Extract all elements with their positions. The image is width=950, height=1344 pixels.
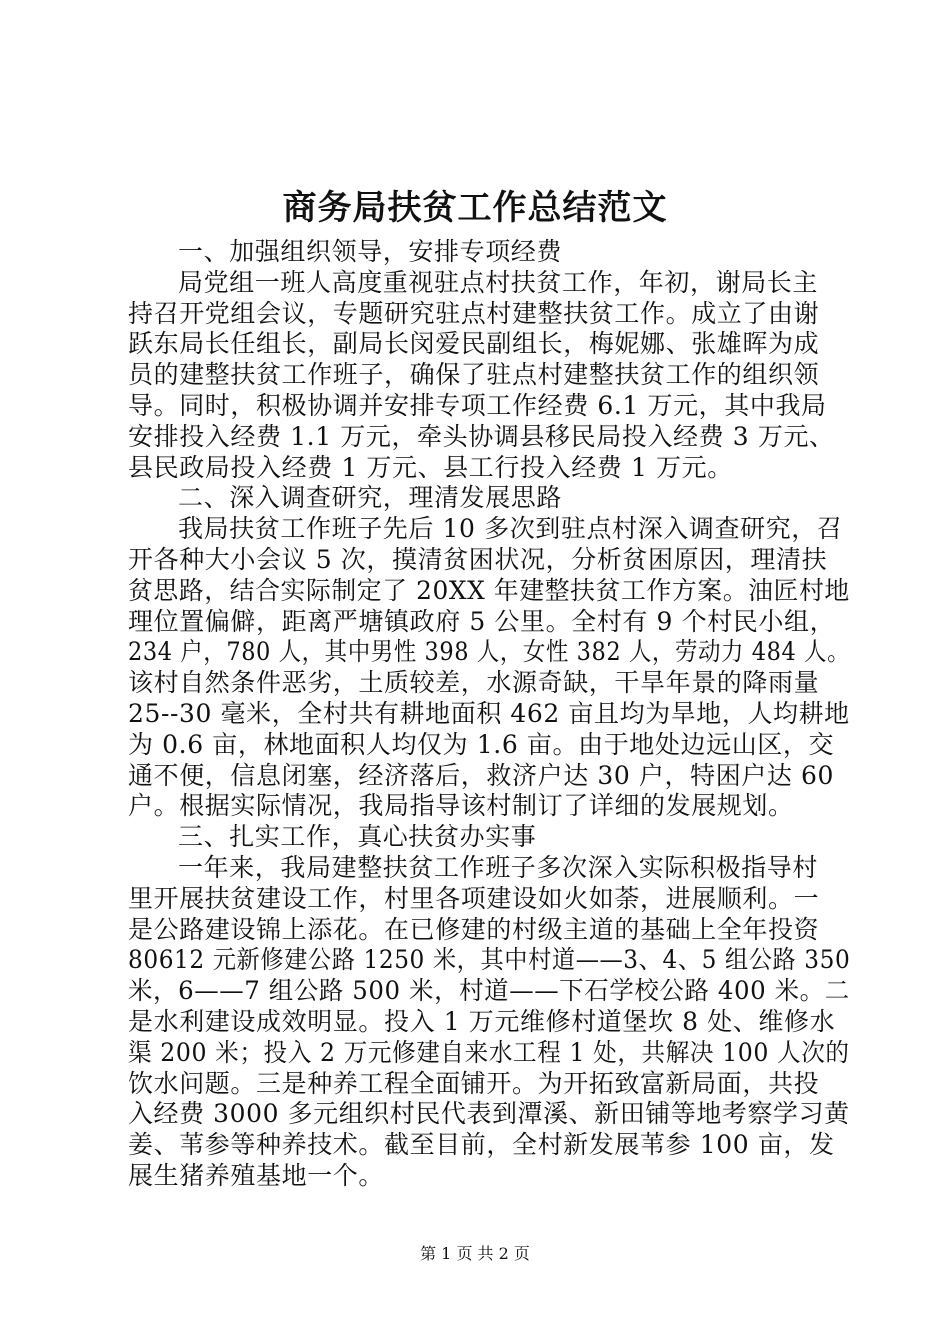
body-line: 25--30 毫米，全村共有耕地面积 462 亩且均为旱地，人均耕地 (128, 699, 850, 728)
body-line: 安排投入经费 1.1 万元，牵头协调县移民局投入经费 3 万元、 (128, 422, 835, 451)
body-line: 理位置偏僻，距离严塘镇政府 5 公里。全村有 9 个村民小组， (128, 607, 836, 636)
body-line: 是公路建设锦上添花。在已修建的村级主道的基础上全年投资 (128, 915, 820, 944)
section-heading-3: 三、扎实工作，真心扶贫办实事 (178, 822, 537, 851)
body-line: 里开展扶贫建设工作，村里各项建设如火如荼，进展顺利。一 (128, 884, 820, 913)
body-line: 我局扶贫工作班子先后 10 多次到驻点村深入调查研究，召 (178, 514, 843, 543)
body-line: 导。同时，积极协调并安排专项工作经费 6.1 万元，其中我局 (128, 391, 827, 420)
body-line: 贫思路，结合实际制定了 20XX 年建整扶贫工作方案。油匠村地 (128, 576, 850, 605)
body-line: 局党组一班人高度重视驻点村扶贫工作，年初，谢局长主 (178, 268, 819, 297)
body-line: 入经费 3000 多元组织村民代表到潭溪、新田铺等地考察学习黄 (128, 1099, 850, 1128)
body-line: 为 0.6 亩，林地面积人均仅为 1.6 亩。由于地处边远山区，交 (128, 730, 835, 759)
body-line: 姜、苇参等种养技术。截至目前，全村新发展苇参 100 亩，发 (128, 1130, 835, 1159)
body-line: 234 户，780 人，其中男性 398 人，女性 382 人，劳动力 484 人。 (128, 637, 851, 666)
body-line: 展生猪养殖基地一个。 (128, 1161, 385, 1190)
section-heading-1: 一、加强组织领导，安排专项经费 (178, 237, 563, 266)
body-line: 该村自然条件恶劣，土质较差，水源奇缺，干旱年景的降雨量 (128, 668, 820, 697)
body-line: 米，6——7 组公路 500 米，村道——下石学校公路 400 米。二 (128, 976, 850, 1005)
body-line: 员的建整扶贫工作班子，确保了驻点村建整扶贫工作的组织领 (128, 360, 820, 389)
body-line: 渠 200 米；投入 2 万元修建自来水工程 1 处，共解决 100 人次的 (128, 1038, 850, 1067)
body-line: 持召开党组会议，专题研究驻点村建整扶贫工作。成立了由谢 (128, 299, 820, 328)
body-line: 跃东局长任组长，副局长闵爱民副组长，梅妮娜、张雄晖为成 (128, 329, 820, 358)
body-line: 通不便，信息闭塞，经济落后，救济户达 30 户，特困户达 60 (128, 761, 835, 790)
body-line: 县民政局投入经费 1 万元、县工行投入经费 1 万元。 (128, 453, 733, 482)
page-number-footer: 第 1 页 共 2 页 (420, 1244, 530, 1263)
body-line: 是水利建设成效明显。投入 1 万元维修村道堡坎 8 处、维修水 (128, 1007, 836, 1036)
section-heading-2: 二、深入调查研究，理清发展思路 (178, 483, 563, 512)
body-line: 开各种大小会议 5 次，摸清贫困状况，分析贫困原因，理清扶 (128, 545, 828, 574)
body-line: 饮水问题。三是种养工程全面铺开。为开拓致富新局面，共投 (128, 1069, 820, 1098)
body-line: 一年来，我局建整扶贫工作班子多次深入实际积极指导村 (178, 853, 819, 882)
body-line: 80612 元新修建公路 1250 米，其中村道——3、4、5 组公路 350 (128, 945, 851, 974)
body-line: 户。根据实际情况，我局指导该村制订了详细的发展规划。 (128, 791, 794, 820)
document-title: 商务局扶贫工作总结范文 (282, 188, 668, 228)
